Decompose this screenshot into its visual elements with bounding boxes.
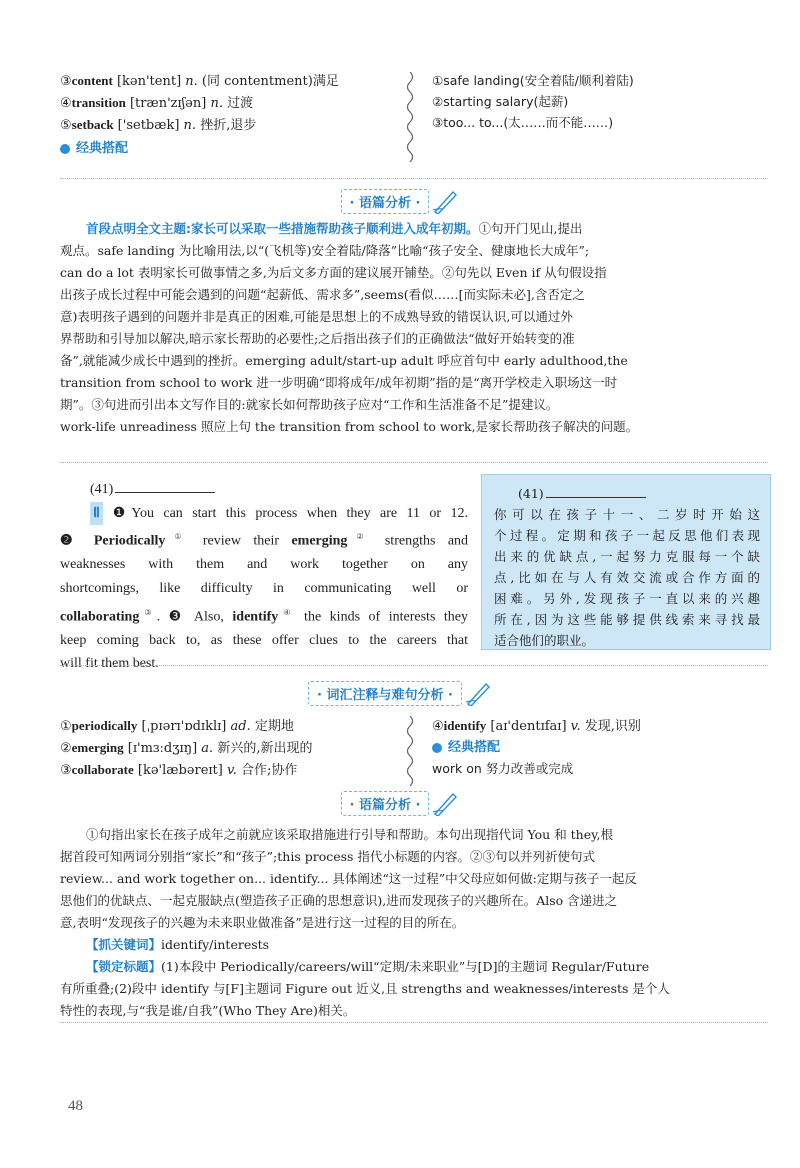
section-title-discourse-2: · 语篇分析 · xyxy=(0,790,800,816)
passage-text: the kinds of interests they xyxy=(295,609,469,625)
vocab-phonetic: [ˌpɪərɪ'ɒdɪklɪ] xyxy=(137,719,231,734)
section-title-discourse-1: · 语篇分析 · xyxy=(0,188,800,214)
page-number: 48 xyxy=(68,1098,83,1114)
vocab-entry xyxy=(432,715,641,737)
footnote-marker: ③ xyxy=(139,607,157,617)
divider xyxy=(60,665,768,666)
keyword: emerging xyxy=(291,533,348,549)
translation-box xyxy=(481,474,771,650)
text-line: ①句指出家长在孩子成年之前就应该采取措施进行引导和帮助。本句出现指代词 You 和 they,根 xyxy=(86,827,614,842)
vocab-number: ④ xyxy=(60,96,72,111)
vocab-entry xyxy=(60,715,312,737)
translation-line: 出来的优缺点,一起努力克服每一个缺 xyxy=(494,549,760,564)
vocab-word: transition xyxy=(71,95,126,110)
vocab-definition: 定期地 xyxy=(250,719,294,734)
translation-line: 你可以在孩子十一、二岁时开始这 xyxy=(494,507,760,522)
blank-41[interactable]: (41) xyxy=(60,478,468,502)
vocab-entry xyxy=(60,737,312,759)
title-lock-line: 【锁定标题】(1)本段中 Periodically/careers/will“定期/未来职业”与[D]的主题词 Regular/Future xyxy=(86,959,650,974)
classic-collocation-heading: 经典搭配 xyxy=(432,737,641,758)
passage-line xyxy=(60,629,468,653)
section-title-vocab-notes: · 词汇注释与难句分析 · xyxy=(0,680,800,706)
vocab-entry xyxy=(60,114,390,136)
footnote-marker: ① xyxy=(165,532,191,542)
vocab-entry xyxy=(60,92,390,114)
classic-collocation-heading: 经典搭配 xyxy=(60,138,390,159)
vocab-definition: 发现,识别 xyxy=(580,719,641,734)
vocab-phonetic: [træn'zɪʃən] xyxy=(125,96,211,111)
footnote-marker: ② xyxy=(347,532,373,542)
text-line: review... and work together on... identify... 具体阐述“这一过程”中父母应如何做:定期与孩子一起反 xyxy=(60,871,637,886)
passage-text: weaknesses with them and work together on any xyxy=(60,557,468,573)
text-line: can do a lot 表明家长可做事情之多,为后文多方面的建议展开铺垫。②句先以 Even if 从句假设指 xyxy=(60,265,607,280)
vocab-pos: v. xyxy=(570,719,581,734)
vocab-entry xyxy=(60,70,390,92)
passage-text: will fit them best. xyxy=(60,656,159,672)
passage-text: strengths and xyxy=(372,533,469,549)
vocab-pos: v. xyxy=(226,763,237,778)
text-line: transition from school to work 进一步明确“即将成年/成年初期”指的是“离开学校走入职场这一时 xyxy=(60,375,618,390)
translation-blank-41: (41) xyxy=(494,483,760,504)
translation-line: 适合他们的职业。 xyxy=(494,633,595,648)
text-line: 意,表明“发现孩子的兴趣为未来职业做准备”是进行这一过程的目的所在。 xyxy=(60,915,465,930)
vocab-number: ⑤ xyxy=(60,118,72,133)
divider xyxy=(60,178,768,179)
vocab-phonetic: [aɪ'dentɪfaɪ] xyxy=(486,719,571,734)
text-line: 思他们的优缺点、一起克服缺点(塑造孩子正确的思想意识),进而发现孩子的兴趣所在。Also 含递进之 xyxy=(60,893,618,908)
vocab-word: emerging xyxy=(71,740,124,755)
vocab-number: ③ xyxy=(60,74,72,89)
passage-text: review their xyxy=(190,533,292,549)
analysis-paragraph-1: 首段点明全文主题:家长可以采取一些措施帮助孩子顺利进入成年初期。①句开门见山,提出 观点。safe landing 为比喻用法,以“(飞机等)安全着陆/降落”比喻“孩子安全、健康地长大成年”; can do a lot 表明家长可做事情之多,为后文多方面的建议展开铺垫。②句先以 Even if 从句假设指 出孩子成长过程中可能会遇到的问题“起薪低、需求多”,seems(看似……[而实际未必],含否定之 意)表明孩子遇到的问题并非是真正的困难,可能是思想上的不成熟导致的错误认识,可以通过外 界帮助和引导加以解决,暗示家长帮助的必要性;之后指出孩子们的正确做法“做好开始转变的准 备”,就能减少成长中遇到的挫折。emerging adult/start-up adult 呼应首句中 early adulthood,the transition from school to work 进一步明确“即将成年/成年初期”指的是“离开学校走入职场这一时 期”。③句进而引出本文写作目的:就家长如何帮助孩子应对“工作和生活准备不足”提建议。 work-life unreadiness 照应上句 the transition from school to work,是家长帮助孩子解决的问题。 xyxy=(60,218,770,438)
vocab-number: ② xyxy=(60,741,72,756)
passage-line xyxy=(60,502,468,526)
vocab-definition: 挫折,退步 xyxy=(196,118,257,133)
vocab-mid-right: ④identify [aɪ'dentɪfaɪ] v. 发现,识别 经典搭配 work on 努力改善或完成 xyxy=(432,715,641,779)
divider xyxy=(60,462,768,463)
vocab-definition: (同 contentment)满足 xyxy=(197,74,339,89)
vocab-mid-left xyxy=(60,715,312,781)
vocab-top-left xyxy=(60,70,390,159)
passage-line xyxy=(60,577,468,601)
passage-text: . ❸ Also, xyxy=(156,609,233,625)
vocab-pos: n. xyxy=(183,118,197,133)
lead-sentence: 首段点明全文主题:家长可以采取一些措施帮助孩子顺利进入成年初期。 xyxy=(86,221,479,236)
vocab-phonetic: [kən'tent] xyxy=(112,74,186,89)
vocab-entry xyxy=(60,759,312,781)
keyword: identify xyxy=(232,609,279,625)
vocab-pos: n. xyxy=(185,74,198,89)
vocab-pos: ad. xyxy=(230,719,251,734)
vocab-pos: a. xyxy=(201,741,214,756)
vocab-top-right xyxy=(432,70,634,133)
section-roman-numeral: Ⅱ xyxy=(90,502,103,526)
keyword: collaborating xyxy=(60,609,140,625)
pen-icon xyxy=(431,188,459,214)
text-line: 意)表明孩子遇到的问题并非是真正的困难,可能是思想上的不成熟导致的错误认识,可以通过外 xyxy=(60,309,573,324)
vocab-word: collaborate xyxy=(71,762,134,777)
footnote-marker: ④ xyxy=(278,607,296,617)
passage-text: ❶You can start this process when they are 11 or 12. xyxy=(106,505,468,521)
squiggle-divider-icon xyxy=(403,72,417,162)
passage-text: keep coming back to, as these offer clues to the careers that xyxy=(60,632,468,648)
vocab-phonetic: [kə'læbəreɪt] xyxy=(133,763,227,778)
text-line: 出孩子成长过程中可能会遇到的问题“起薪低、需求多”,seems(看似……[而实际未必],含否定之 xyxy=(60,287,585,302)
vocab-word: identify xyxy=(443,718,487,733)
vocab-pos: n. xyxy=(210,96,223,111)
vocab-definition: 新兴的,新出现的 xyxy=(213,741,313,756)
text-line: 据首段可知两词分别指“家长”和“孩子”;this process 指代小标题的内容。②③句以并列祈使句式 xyxy=(60,849,595,864)
bullet-dot-icon xyxy=(60,144,70,154)
bullet-dot-icon xyxy=(432,743,442,753)
pen-icon xyxy=(464,680,492,706)
passage-text: shortcomings, like difficulty in communicating well or xyxy=(60,581,468,597)
text-line: 观点。safe landing 为比喻用法,以“(飞机等)安全着陆/降落”比喻“孩子安全、健康地长大成年”; xyxy=(60,243,590,258)
vocab-word: content xyxy=(71,73,113,88)
analysis-paragraph-2: ①句指出家长在孩子成年之前就应该采取措施进行引导和帮助。本句出现指代词 You 和 they,根 据首段可知两词分别指“家长”和“孩子”;this process 指代小标题的内容。②③句以并列祈使句式 review... and work together on... identify... 具体阐述“这一过程”中父母应如何做:定期与孩子一起反 思他们的优缺点、一起克服缺点(塑造孩子正确的思想意识),进而发现孩子的兴趣所在。Also 含递进之 意,表明“发现孩子的兴趣为未来职业做准备”是进行这一过程的目的所在。 【抓关键词】identify/interests 【锁定标题】(1)本段中 Periodically/careers/will“定期/未来职业”与[D]的主题词 Regular/Future 有所重叠;(2)段中 identify 与[F]主题词 Figure out 近义,且 strengths and weaknesses/interests 是个人 特性的表现,与“我是谁/自我”(Who They Are)相关。 xyxy=(60,824,770,1022)
vocab-number: ④ xyxy=(432,719,444,734)
collocation-item: ②starting salary(起薪) xyxy=(432,94,569,109)
vocab-definition: 过渡 xyxy=(222,96,254,111)
squiggle-divider-icon xyxy=(403,716,417,786)
vocab-word: periodically xyxy=(71,718,138,733)
vocab-number: ① xyxy=(60,719,72,734)
vocab-number: ③ xyxy=(60,763,72,778)
keyword-line: 【抓关键词】identify/interests xyxy=(86,937,270,952)
vocab-word: setback xyxy=(71,117,114,132)
vocab-definition: 合作;协作 xyxy=(236,763,298,778)
vocab-phonetic: ['setbæk] xyxy=(113,118,184,133)
pen-icon xyxy=(431,790,459,816)
text-line: 界帮助和引导加以解决,暗示家长帮助的必要性;之后指出孩子们的正确做法“做好开始转变的准 xyxy=(60,331,575,346)
passage-line xyxy=(60,525,468,553)
translation-line: 个过程。定期和孩子一起反思他们表现 xyxy=(494,528,760,543)
translation-line: 困难。另外,发现孩子一直以来的兴趣 xyxy=(494,591,760,606)
translation-line: 点,比如在与人有效交流或合作方面的 xyxy=(494,570,760,585)
passage-paragraph xyxy=(60,478,468,676)
collocation-item: ①safe landing(安全着陆/顺利着陆) xyxy=(432,73,634,88)
text-line: work-life unreadiness 照应上句 the transition from school to work,是家长帮助孩子解决的问题。 xyxy=(60,419,639,434)
text-line: 备”,就能减少成长中遇到的挫折。emerging adult/start-up adult 呼应首句中 early adulthood,the xyxy=(60,353,628,368)
passage-line xyxy=(60,553,468,577)
keyword: ❷ Periodically xyxy=(60,533,166,549)
translation-line: 所在,因为这些能够提供线索来寻找最 xyxy=(494,612,760,627)
divider xyxy=(60,1022,768,1023)
passage-line xyxy=(60,601,468,629)
text-line: 期”。③句进而引出本文写作目的:就家长如何帮助孩子应对“工作和生活准备不足”提建议。 xyxy=(60,397,559,412)
vocab-phonetic: [ɪ'mɜːdʒɪŋ] xyxy=(123,741,202,756)
collocation-item: ③too... to...(太……而不能……) xyxy=(432,115,614,130)
